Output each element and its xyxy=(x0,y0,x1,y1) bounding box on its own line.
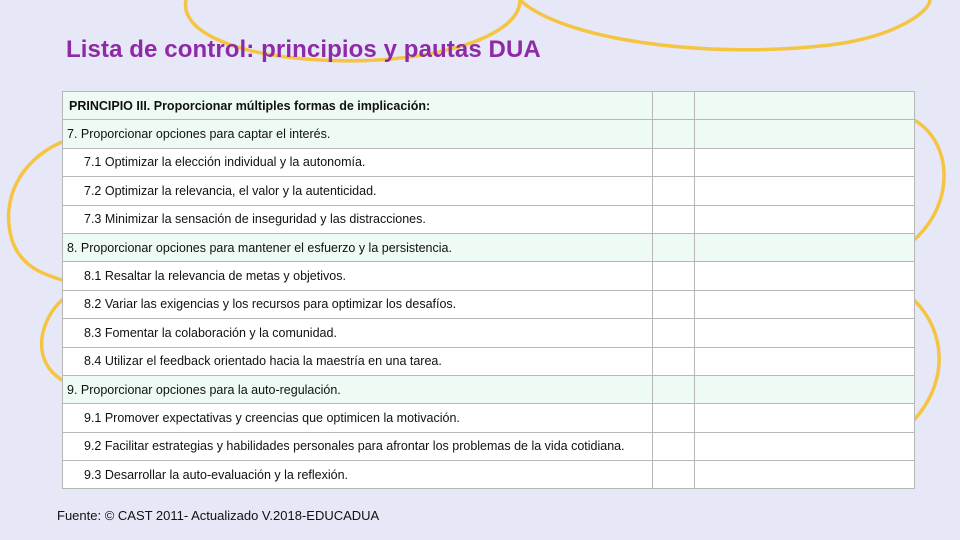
notes-cell[interactable] xyxy=(695,404,915,432)
check-cell[interactable] xyxy=(653,92,695,120)
check-cell[interactable] xyxy=(653,347,695,375)
row-text: 8.1 Resaltar la relevancia de metas y objetivos. xyxy=(63,262,653,290)
notes-cell[interactable] xyxy=(695,233,915,261)
row-text: 9.2 Facilitar estrategias y habilidades personales para afrontar los problemas de la vida cotidiana. xyxy=(63,432,653,460)
row-text: 8.4 Utilizar el feedback orientado hacia la maestría en una tarea. xyxy=(63,347,653,375)
check-cell[interactable] xyxy=(653,375,695,403)
check-cell[interactable] xyxy=(653,432,695,460)
checkpoint-row xyxy=(63,432,915,460)
principle-row xyxy=(63,92,915,120)
checkpoint-row xyxy=(63,461,915,489)
page-title: Lista de control: principios y pautas DUA xyxy=(66,36,541,63)
guideline-row xyxy=(63,120,915,148)
row-text: 7.1 Optimizar la elección individual y la autonomía. xyxy=(63,148,653,176)
guideline-row xyxy=(63,233,915,261)
row-text: 8. Proporcionar opciones para mantener el esfuerzo y la persistencia. xyxy=(63,233,653,261)
check-cell[interactable] xyxy=(653,148,695,176)
check-cell[interactable] xyxy=(653,205,695,233)
checkpoint-row xyxy=(63,347,915,375)
row-text: 7. Proporcionar opciones para captar el interés. xyxy=(63,120,653,148)
check-cell[interactable] xyxy=(653,319,695,347)
notes-cell[interactable] xyxy=(695,432,915,460)
row-text: 8.3 Fomentar la colaboración y la comunidad. xyxy=(63,319,653,347)
row-text: PRINCIPIO III. Proporcionar múltiples formas de implicación: xyxy=(63,92,653,120)
check-cell[interactable] xyxy=(653,461,695,489)
notes-cell[interactable] xyxy=(695,148,915,176)
notes-cell[interactable] xyxy=(695,347,915,375)
checkpoint-row xyxy=(63,319,915,347)
notes-cell[interactable] xyxy=(695,120,915,148)
checkpoint-row xyxy=(63,404,915,432)
row-text: 9.1 Promover expectativas y creencias que optimicen la motivación. xyxy=(63,404,653,432)
check-cell[interactable] xyxy=(653,262,695,290)
notes-cell[interactable] xyxy=(695,205,915,233)
check-cell[interactable] xyxy=(653,233,695,261)
checklist-body xyxy=(63,92,915,489)
notes-cell[interactable] xyxy=(695,177,915,205)
check-cell[interactable] xyxy=(653,404,695,432)
row-text: 9.3 Desarrollar la auto-evaluación y la reflexión. xyxy=(63,461,653,489)
notes-cell[interactable] xyxy=(695,461,915,489)
notes-cell[interactable] xyxy=(695,92,915,120)
guideline-row xyxy=(63,375,915,403)
notes-cell[interactable] xyxy=(695,375,915,403)
checkpoint-row xyxy=(63,290,915,318)
row-text: 7.2 Optimizar la relevancia, el valor y la autenticidad. xyxy=(63,177,653,205)
check-cell[interactable] xyxy=(653,177,695,205)
checkpoint-row xyxy=(63,177,915,205)
row-text: 8.2 Variar las exigencias y los recursos para optimizar los desafíos. xyxy=(63,290,653,318)
notes-cell[interactable] xyxy=(695,319,915,347)
udl-checklist-table xyxy=(62,91,915,489)
notes-cell[interactable] xyxy=(695,290,915,318)
row-text: 7.3 Minimizar la sensación de inseguridad y las distracciones. xyxy=(63,205,653,233)
checkpoint-row xyxy=(63,148,915,176)
source-note: Fuente: © CAST 2011- Actualizado V.2018-EDUCADUA xyxy=(57,508,380,523)
checkpoint-row xyxy=(63,262,915,290)
notes-cell[interactable] xyxy=(695,262,915,290)
check-cell[interactable] xyxy=(653,290,695,318)
checkpoint-row xyxy=(63,205,915,233)
check-cell[interactable] xyxy=(653,120,695,148)
row-text: 9. Proporcionar opciones para la auto-regulación. xyxy=(63,375,653,403)
